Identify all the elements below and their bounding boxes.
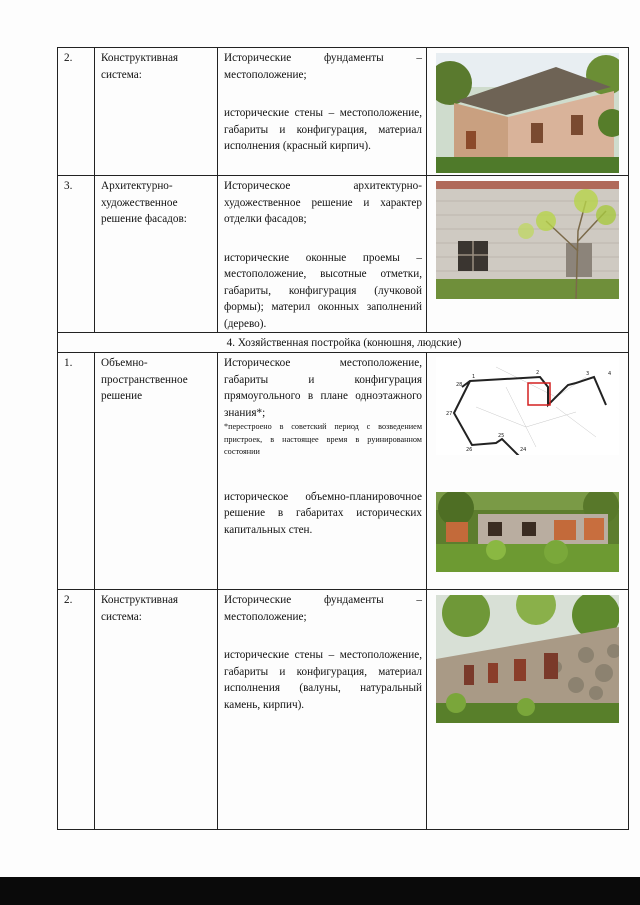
- map-point-label: 26: [466, 447, 473, 453]
- map-point-label: 28: [456, 382, 463, 388]
- photo-cell: [427, 48, 629, 176]
- feature-name: Конструктивная система:: [95, 48, 218, 176]
- feature-name: Объемно-пространственное решение: [95, 353, 218, 590]
- feature-description: [218, 590, 427, 830]
- description-paragraph: Историческое архитектурно-художественное решение и характер отделки фасадов;: [224, 180, 422, 225]
- map-point-label: 24: [520, 447, 527, 453]
- map-point-label: 25: [498, 433, 505, 439]
- description-paragraph: Исторические фундаменты – местоположение;: [224, 52, 422, 81]
- description-paragraph: исторические стены – местоположение, габариты и конфигурация, материал исполнения (красный кирпич).: [224, 107, 422, 152]
- image-cell: [427, 353, 629, 590]
- scan-bottom-edge: [0, 877, 640, 905]
- photo-cell: [427, 176, 629, 333]
- row-number: 3.: [58, 176, 95, 333]
- site-plan-map: [436, 357, 619, 455]
- row-number: 2.: [58, 590, 95, 830]
- table-row: [58, 176, 629, 333]
- map-point-label: 27: [446, 411, 453, 417]
- description-paragraph: исторические оконные проемы – местоположение, высотные отметки, габариты, конфигурация (лучковой формы); материл оконных заполнений (дерево).: [224, 251, 422, 330]
- feature-description: [218, 353, 427, 590]
- table-row: [58, 353, 629, 590]
- table-row: [58, 590, 629, 830]
- description-paragraph: исторические стены – местоположение, габариты и конфигурация, материал исполнения (валуны, натуральный камень, кирпич).: [224, 649, 422, 711]
- footnote: *перестроено в советский период с возведением пристроек, в настоящее время в руинированном состоянии: [224, 422, 422, 456]
- table-row: [58, 48, 629, 176]
- feature-description: [218, 176, 427, 333]
- map-point-label: 3: [586, 371, 590, 377]
- row-number: 2.: [58, 48, 95, 176]
- feature-name: Архитектурно-художественное решение фасадов:: [95, 176, 218, 333]
- feature-name: Конструктивная система:: [95, 590, 218, 830]
- map-point-label: 4: [608, 371, 612, 377]
- map-point-label: 1: [472, 374, 476, 380]
- facade-window-photo: [436, 181, 619, 299]
- brick-building-photo: [436, 53, 619, 173]
- description-paragraph: Историческое местоположение, габариты и конфигурация прямоугольного в плане одноэтажного знания*;: [224, 357, 422, 419]
- description-paragraph: историческое объемно-планировочное решение в габаритах исторических капитальных стен.: [224, 490, 422, 536]
- section-title: 4. Хозяйственная постройка (конюшня, людские): [58, 333, 629, 353]
- ruined-stable-photo: [436, 492, 619, 572]
- section-header-row: [58, 333, 629, 353]
- feature-description: [218, 48, 427, 176]
- row-number: 1.: [58, 353, 95, 590]
- map-point-label: 2: [536, 370, 540, 376]
- boulder-wall-photo: [436, 595, 619, 723]
- monument-features-table: [57, 47, 629, 830]
- photo-cell: [427, 590, 629, 830]
- description-paragraph: Исторические фундаменты – местоположение;: [224, 594, 422, 623]
